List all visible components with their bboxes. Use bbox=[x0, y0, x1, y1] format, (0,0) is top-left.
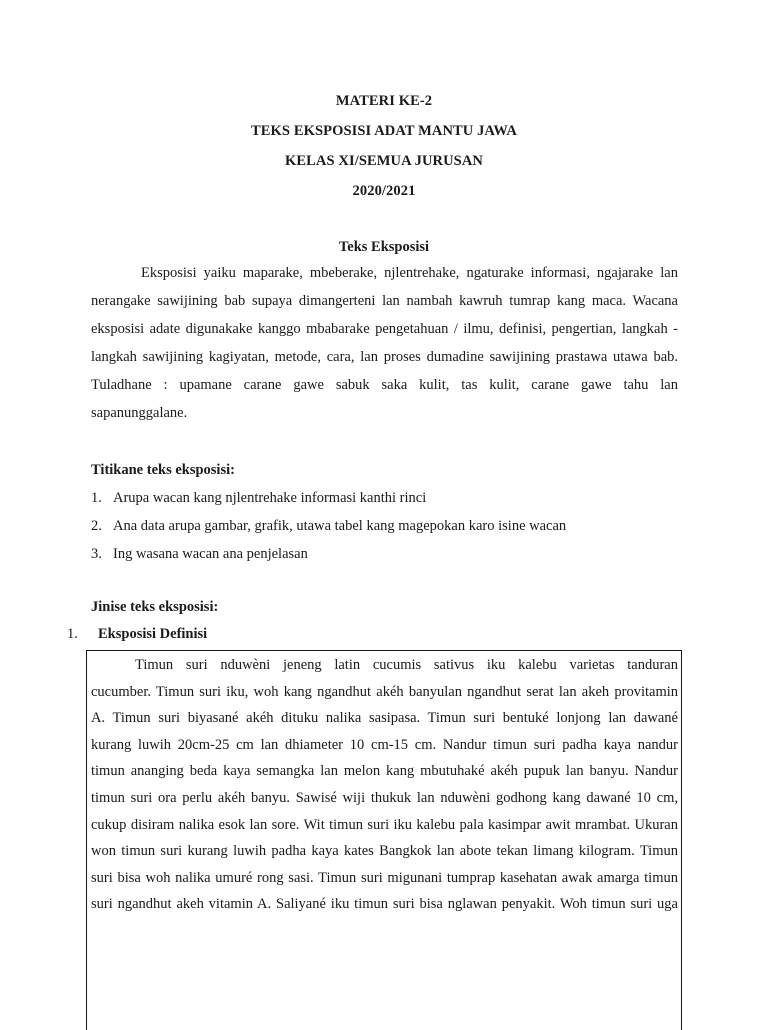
list-number: 3. bbox=[91, 546, 102, 562]
example-line: timun ananging beda kaya semangka lan melon kang mbutuhaké akéh pupuk lan banyu. Nandur bbox=[91, 763, 678, 780]
example-line: cucumber. Timun suri iku, woh kang ngandhut akéh banyulan ngandhut serat lan akeh provitamin bbox=[91, 683, 678, 700]
intro-line: Eksposisi yaiku maparake, mbeberake, njlentrehake, ngaturake informasi, ngajarake lan bbox=[141, 265, 678, 281]
example-line: Timun suri nduwèni jeneng latin cucumis sativus iku kalebu varietas tanduran bbox=[135, 657, 678, 673]
intro-line: langkah sawijining kagiyatan, metode, cara, lan proses dumadine sawijining prastawa utawa bab. bbox=[91, 349, 678, 365]
example-line: suri bisa woh nalika umuré rong sasi. Timun suri migunani tumprap kasehatan awak amarga timun bbox=[91, 869, 678, 886]
example-line: cukup disiram nalika esok lan sore. Wit timun suri iku kalebu pala kasimpar awit mrambat. Ukuran bbox=[91, 816, 678, 833]
example-line: A. Timun suri biyasané akéh dituku nalika sasipasa. Timun suri bentuké lonjong lan dawané bbox=[91, 710, 678, 727]
class-heading: KELAS XI/SEMUA JURUSAN bbox=[285, 153, 483, 169]
topic-heading: TEKS EKSPOSISI ADAT MANTU JAWA bbox=[251, 123, 517, 139]
intro-line: sapanunggalane. bbox=[91, 405, 188, 421]
types-label: Jinise teks eksposisi: bbox=[91, 599, 219, 615]
characteristic-item bbox=[91, 490, 426, 507]
list-text: Ing wasana wacan ana penjelasan bbox=[113, 546, 308, 562]
type-title: Eksposisi Definisi bbox=[98, 626, 208, 642]
characteristic-item bbox=[91, 518, 566, 535]
material-number-heading: MATERI KE-2 bbox=[335, 93, 433, 109]
characteristics-label: Titikane teks eksposisi: bbox=[91, 462, 235, 478]
intro-line: nerangake sawijining bab supaya dimangerteni lan nambah kawruh tumrap kang maca. Wacana bbox=[91, 293, 678, 309]
type-number: 1. bbox=[67, 626, 78, 642]
list-number: 1. bbox=[91, 490, 102, 506]
example-line: won timun suri kurang luwih padha kaya kates Bangkok lan abote tekan limang kilogram. Timun bbox=[91, 843, 678, 860]
list-number: 2. bbox=[91, 518, 102, 534]
intro-line: Tuladhane : upamane carane gawe sabuk saka kulit, tas kulit, carane gawe tahu lan bbox=[91, 377, 678, 393]
example-line: kurang luwih 20cm-25 cm lan dhiameter 10 cm-15 cm. Nandur timun suri padha kaya nandur bbox=[91, 736, 678, 753]
intro-line: eksposisi adate digunakake kanggo mbabarake pengetahuan / ilmu, definisi, pengertian, langkah - bbox=[91, 321, 678, 337]
list-text: Arupa wacan kang njlentrehake informasi kanthi rinci bbox=[113, 490, 427, 506]
characteristic-item bbox=[91, 546, 308, 563]
example-line: timun suri ora perlu akéh banyu. Sawisé wiji thukuk lan nduwèni godhong kang dawané 10 cm, bbox=[91, 789, 678, 806]
section-title: Teks Eksposisi bbox=[338, 239, 430, 255]
list-text: Ana data arupa gambar, grafik, utawa tabel kang magepokan karo isine wacan bbox=[113, 518, 567, 534]
year-heading: 2020/2021 bbox=[352, 183, 416, 199]
intro-paragraph bbox=[91, 259, 678, 427]
example-line: suri ngandhut akeh vitamin A. Saliyané iku timun suri bisa nglawan penyakit. Woh timun suri uga bbox=[91, 896, 678, 913]
example-text bbox=[91, 652, 678, 918]
